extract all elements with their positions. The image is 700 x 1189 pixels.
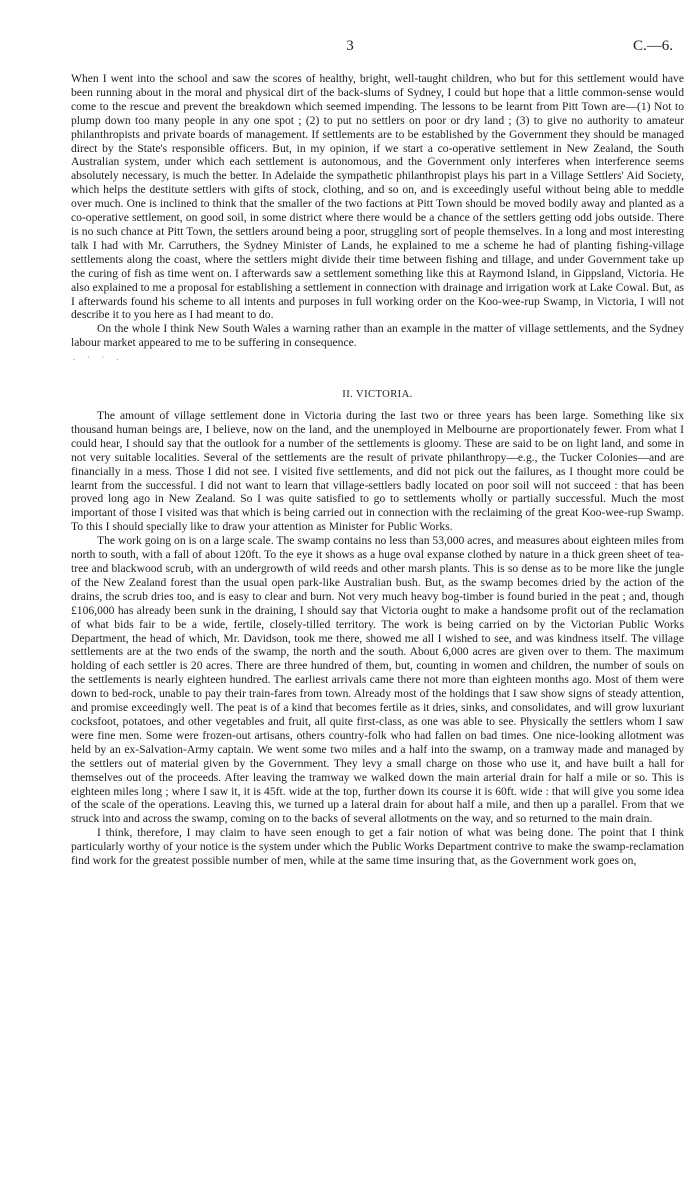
section-heading: II. VICTORIA. <box>342 389 413 401</box>
body-paragraph: When I went into the school and saw the scores of healthy, bright, well-taught children, who but for this settlement would have been running about in the moral and physical dirt of the back-slums of Sydney, I could but hope that a little common-sense would come to the rescue and prevent the breakdown which seemed impending. The lessons to be learnt from Pitt Town are—(1) Not to plump down too many people in any one spot ; (2) to put no settlers on poor or dry land ; (3) to give no authority to amateur philanthropists and private boards of management. If settlements are to be established by the Government they should be managed direct by the State's responsible officers. But, in my opinion, if we start a co-operative settlement in New Zealand, the South Australian system, under which each settlement is autonomous, and the Government only interferes when interference seems absolutely necessary, is much the better. In Adelaide the sympathetic philanthropist plays his part in a Village Settlers' Aid Society, which helps the destitute settlers with gifts of stock, clothing, and so on, and is exceedingly useful without being able to meddle over much. One is inclined to think that the smaller of the two factions at Pitt Town should be moved bodily away and planted as a co-operative settlement, on good soil, in some district where there would be a chance of the settlers getting odd jobs outside. There is no such chance at Pitt Town, the settlers around being a poor, struggling sort of people themselves. In a long and most interesting talk I had with Mr. Carruthers, the Sydney Minister of Lands, he explained to me a scheme he had of planting fishing-village settlements along the coast, where the settlers might divide their time between fishing and tillage, and under Government take up the curing of fish as time went on. I afterwards saw a settlement something like this at Raymond Island, in Gippsland, Victoria. He also explained to me a proposal for establishing a settlement in connection with drainage and irrigation work at Lake Cowal. But, as I afterwards found his scheme to all intents and purposes in full working order on the Koo-wee-rup Swamp, in Victoria, I will not describe it to you here as I had meant to do. <box>71 72 684 322</box>
page-header <box>0 38 700 58</box>
body-paragraph: I think, therefore, I may claim to have seen enough to get a fair notion of what was being done. The point that I think particularly worthy of your notice is the system under which the Public Works Department contrive to make the swamp-reclamation find work for the greatest possible number of men, while at the same time insuring that, as the Government work goes on, <box>71 826 684 868</box>
page-number: 3 <box>346 38 354 54</box>
body-paragraph: On the whole I think New South Wales a warning rather than an example in the matter of village settlements, and the Sydney labour market appeared to me to be suffering in consequence. <box>71 322 684 350</box>
page-body <box>71 72 684 868</box>
body-paragraph: The work going on is on a large scale. The swamp contains no less than 53,000 acres, and measures about eighteen miles from north to south, with a fall of about 120ft. To the eye it shows as a huge oval expanse clothed by nature in a thick green sheet of tea-tree and blackwood scrub, with an undergrowth of wild reeds and other marsh plants. This is so dense as to be more like the jungle of the New Zealand forest than the usual open park-like Australian bush. But, as the swamp becomes dried by the action of the drains, the scrub dries too, and is easy to clear and burn. Not very much heavy bog-timber is found buried in the peat ; and, though £106,000 has already been sunk in the draining, I should say that Victoria ought to make a handsome profit out of the reclamation of what bids fair to be a wide, fertile, closely-tilled territory. The work is being carried on by the Victorian Public Works Department, the head of which, Mr. Davidson, took me there, showed me all I wished to see, and was kindness itself. The village settlements are at the two ends of the swamp, the north and the south. About 6,000 acres are given over to them. The maximum holding of each settler is 20 acres. There are three hundred of them, but, counting in women and children, the number of souls on the settlements is nearly eighteen hundred. The earliest arrivals came there not more than eighteen months ago. Most of them were down to bed-rock, unable to pay their train-fares from town. Already most of the holdings that I saw show signs of steady attention, and promise exceedingly well. The peat is of a kind that becomes fertile as it dries, sinks, and consolidates, and will grow luxuriant cocksfoot, potatoes, and other vegetables and fruit, all quite first-class, as one was able to see. Physically the settlers whom I saw were fine men. Some were frozen-out artisans, others country-folk who had fallen on bad times. One nice-looking allotment was held by an ex-Salvation-Army captain. We went some two miles and a half into the swamp, on a tramway made and managed by the settlers out of material given by the Government. They levy a small charge on those who use it, and have built a hall for themselves out of the proceeds. After leaving the tramway we walked down the main arterial drain for half a mile or so. This is eighteen miles long ; where I saw it, it is 45ft. wide at the top, further down its course it is 60ft. wide : that will give you some idea of the scale of the operations. Leaving this, we turned up a lateral drain for about half a mile, and then up a parallel. From that we struck into and across the swamp, coming on to the backs of several allotments on the way, and so returned to the main drain. <box>71 534 684 826</box>
separator-dots: . · · . <box>73 353 124 363</box>
body-paragraph: The amount of village settlement done in Victoria during the last two or three years has been large. Something like six thousand human beings are, I believe, now on the land, and the unemployed in Melbourne are proportionately fewer. From what I could hear, I should say that the outlook for a number of the settlements is gloomy. These are said to be on light land, and some in not very suitable localities. Several of the settlements are the result of private philanthropy—e.g., the Tucker Colonies—and are financially in a mess. Those I did not see. I visited five settlements, and did not pick out the failures, as I thought more could be learnt from the successful. I did not want to learn that village-settlers badly located on poor soil will not succeed : that has been proved long ago in New Zealand. So I was quite satisfied to go to settlements wholly or partially successful. Much the most important of those I visited was that which is being carried out in connection with the reclaiming of the great Koo-wee-rup Swamp. To this I should specially like to draw your attention as Minister for Public Works. <box>71 409 684 534</box>
document-reference: C.—6. <box>632 38 673 54</box>
